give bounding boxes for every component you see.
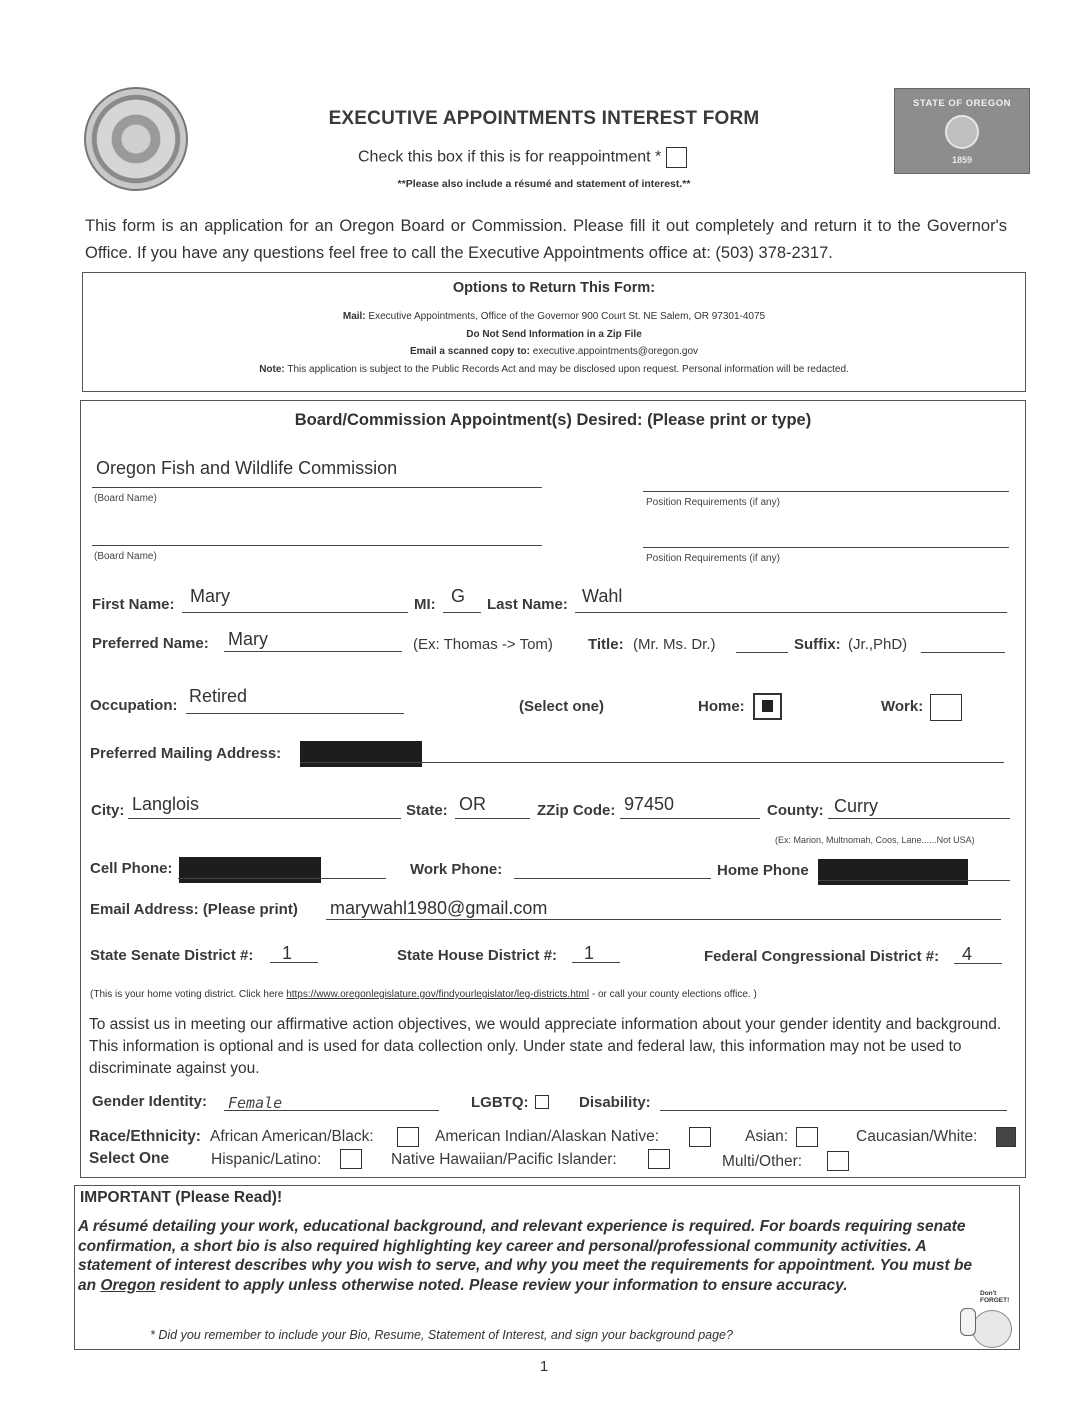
position-req-2-label: Position Requirements (if any) [646, 553, 780, 564]
american-indian-label: American Indian/Alaskan Native: [435, 1128, 660, 1145]
records-note-label: Note: [259, 364, 285, 375]
reminder-text: * Did you remember to include your Bio, Resume, Statement of Interest, and sign your background page? [150, 1328, 733, 1342]
disability-field[interactable] [660, 1110, 1007, 1111]
cell-phone-redaction [179, 857, 321, 883]
asian-checkbox[interactable] [796, 1127, 818, 1147]
reappointment-row [358, 147, 687, 168]
appointment-title: Board/Commission Appointment(s) Desired: (Please print or type) [294, 411, 812, 429]
hawaiian-label: Native Hawaiian/Pacific Islander: [391, 1151, 617, 1168]
email-address-field[interactable] [326, 919, 1001, 920]
county-field[interactable] [828, 818, 1010, 819]
records-note [83, 364, 1025, 375]
board-name-2-label: (Board Name) [94, 551, 157, 562]
select-one-race-label: Select One [89, 1150, 170, 1167]
last-name-field[interactable] [575, 612, 1007, 613]
gender-identity-value: Female [228, 1094, 283, 1112]
senate-district-field[interactable] [270, 962, 318, 963]
flag-emblem-icon [945, 115, 979, 149]
home-label: Home: [698, 698, 745, 715]
last-name-label: Last Name: [487, 596, 568, 613]
email-copy-address[interactable]: executive.appointments@oregon.gov [532, 346, 699, 357]
hispanic-checkbox[interactable] [340, 1149, 362, 1169]
oregon-flag-image [894, 88, 1030, 174]
flag-text: STATE OF OREGON [913, 98, 1011, 109]
county-label: County: [767, 802, 824, 819]
board-name-1-label: (Board Name) [94, 493, 157, 504]
return-options-title: Options to Return This Form: [452, 280, 656, 296]
african-american-label: African American/Black: [210, 1128, 374, 1145]
work-checkbox[interactable] [930, 694, 962, 721]
lgbtq-checkbox[interactable] [535, 1095, 549, 1109]
work-label: Work: [881, 698, 924, 715]
race-row-1 [89, 1128, 201, 1146]
sticker-hand [960, 1308, 976, 1336]
gender-identity-label: Gender Identity: [92, 1093, 208, 1110]
gender-identity-field[interactable] [224, 1110, 439, 1111]
senate-district-label: State Senate District #: [90, 947, 254, 964]
house-district-field[interactable] [572, 962, 620, 963]
multi-other-label: Multi/Other: [722, 1153, 803, 1170]
home-phone-field[interactable] [818, 880, 1010, 881]
state-field[interactable] [455, 818, 530, 819]
asian-label: Asian: [745, 1128, 789, 1145]
sticker-text: Don't FORGET! [980, 1290, 1010, 1304]
preferred-name-field[interactable] [224, 651, 402, 652]
home-phone-label: Home Phone [717, 862, 809, 879]
board-name-1-line[interactable] [92, 487, 542, 488]
important-title: IMPORTANT (Please Read)! [80, 1189, 283, 1206]
district-link[interactable]: https://www.oregonlegislature.gov/findyourlegislator/leg-districts.html [286, 989, 590, 1000]
page-number: 1 [539, 1358, 549, 1375]
first-name-label: First Name: [92, 596, 175, 613]
occupation-label: Occupation: [90, 697, 178, 714]
zip-field[interactable] [620, 818, 760, 819]
mail-label: Mail: [342, 311, 366, 322]
caucasian-label: Caucasian/White: [856, 1128, 978, 1145]
american-indian-checkbox[interactable] [689, 1127, 711, 1147]
mailing-address-label: Preferred Mailing Address: [90, 745, 282, 762]
title-options: (Mr. Ms. Dr.) [633, 636, 716, 653]
zip-note: Do Not Send Information in a Zip File [466, 329, 642, 340]
federal-district-value: 4 [962, 944, 973, 964]
city-field[interactable] [128, 818, 401, 819]
preferred-example: (Ex: Thomas -> Tom) [413, 636, 553, 653]
dont-forget-sticker-icon [958, 1290, 1016, 1348]
city-label: City: [91, 802, 125, 819]
home-check-mark [762, 700, 773, 712]
cell-phone-label: Cell Phone: [90, 860, 173, 877]
suffix-label: Suffix: [794, 636, 841, 653]
select-one-label: (Select one) [519, 698, 605, 715]
important-text [78, 1217, 990, 1295]
email-address-label: Email Address: (Please print) [90, 901, 298, 918]
hawaiian-checkbox[interactable] [648, 1149, 670, 1169]
work-phone-label: Work Phone: [410, 861, 503, 878]
work-phone-field[interactable] [514, 878, 711, 879]
email-copy-label: Email a scanned copy to: [409, 346, 530, 357]
reappointment-checkbox[interactable] [666, 147, 687, 168]
suffix-options: (Jr.,PhD) [848, 636, 908, 653]
reappointment-label: Check this box if this is for reappointment * [358, 148, 662, 166]
records-note-text: This application is subject to the Public Records Act and may be disclosed upon request. Personal information will be redacted. [287, 364, 849, 375]
county-value: Curry [834, 796, 878, 816]
position-req-2-line[interactable] [643, 547, 1009, 548]
federal-district-field[interactable] [954, 963, 1002, 964]
home-checkbox[interactable] [753, 693, 782, 720]
suffix-field[interactable] [921, 652, 1005, 653]
mi-value: G [451, 586, 466, 606]
flag-year: 1859 [951, 155, 973, 165]
state-label: State: [406, 802, 448, 819]
lgbtq-label: LGBTQ: [471, 1094, 529, 1111]
first-name-field[interactable] [182, 612, 408, 613]
position-req-1-line[interactable] [643, 491, 1009, 492]
affirmative-action-text: To assist us in meeting our affirmative action objectives, we would appreciate information about your gender identity and background. This information is optional and is used for data collection only. Under state and federal law, this information may not be used to discriminate against you. [89, 1016, 1002, 1077]
disability-label: Disability: [579, 1094, 651, 1111]
district-note [90, 989, 757, 1000]
email-address-value: marywahl1980@gmail.com [330, 898, 548, 918]
county-example: (Ex: Marion, Multnomah, Coos, Lane......Not USA) [775, 835, 975, 845]
state-value: OR [459, 794, 486, 814]
preferred-name-label: Preferred Name: [92, 635, 209, 652]
district-note-post: - or call your county elections office. ) [591, 989, 757, 1000]
house-district-label: State House District #: [397, 947, 558, 964]
board-name-1-value: Oregon Fish and Wildlife Commission [96, 458, 398, 478]
important-text-part-1: A résumé detailing your work, educational background, and relevant experience is required. For boards requiring senate confirmation, a short bio is also required highlighting key career and personal/professional community activities. A statement of interest describes why you wish to serve, and why you meet the requirements for appointment. You must be an [78, 1218, 973, 1294]
return-options-box [82, 272, 1026, 392]
sticker-face [972, 1310, 1012, 1348]
important-text-part-2: resident to apply unless otherwise noted. Please review your information to ensure accuracy. [155, 1276, 848, 1294]
race-ethnicity-label: Race/Ethnicity: [89, 1128, 201, 1145]
position-req-1-label: Position Requirements (if any) [646, 497, 780, 508]
house-district-value: 1 [584, 943, 595, 963]
resume-note: **Please also include a résumé and statement of interest.** [397, 178, 691, 190]
mail-address: Executive Appointments, Office of the Governor 900 Court St. NE Salem, OR 97301-4075 [368, 311, 766, 322]
form-title: EXECUTIVE APPOINTMENTS INTEREST FORM [328, 108, 760, 129]
senate-district-value: 1 [282, 943, 293, 963]
board-name-2-line[interactable] [92, 545, 542, 546]
title-field[interactable] [736, 652, 788, 653]
mi-label: MI: [414, 596, 436, 613]
mail-line [83, 311, 1025, 322]
caucasian-checkbox[interactable] [996, 1127, 1016, 1147]
email-line [83, 346, 1025, 357]
zip-label: ZZip Code: [537, 802, 616, 819]
preferred-name-value: Mary [228, 629, 268, 649]
first-name-value: Mary [190, 586, 230, 606]
mailing-address-field[interactable] [300, 762, 1004, 763]
zip-value: 97450 [624, 794, 675, 814]
important-oregon: Oregon [100, 1276, 156, 1294]
mailing-address-redaction [300, 741, 422, 767]
city-value: Langlois [132, 794, 200, 814]
intro-paragraph: This form is an application for an Oregon Board or Commission. Please fill it out completely and return it to the Governor's Office. If you have any questions feel free to call the Executive Appointments office at: (503) 378-2317. [85, 217, 1007, 262]
federal-district-label: Federal Congressional District #: [704, 948, 940, 965]
african-american-checkbox[interactable] [397, 1127, 419, 1147]
occupation-field[interactable] [186, 713, 404, 714]
district-note-pre: (This is your home voting district. Click here [90, 989, 284, 1000]
last-name-value: Wahl [582, 586, 623, 606]
mi-field[interactable] [443, 612, 481, 613]
title-label: Title: [588, 636, 624, 653]
occupation-value: Retired [189, 686, 248, 706]
multi-other-checkbox[interactable] [827, 1151, 849, 1171]
home-phone-redaction [818, 859, 968, 885]
cell-phone-field[interactable] [178, 878, 386, 879]
oregon-state-seal [84, 87, 188, 191]
hispanic-label: Hispanic/Latino: [211, 1151, 322, 1168]
